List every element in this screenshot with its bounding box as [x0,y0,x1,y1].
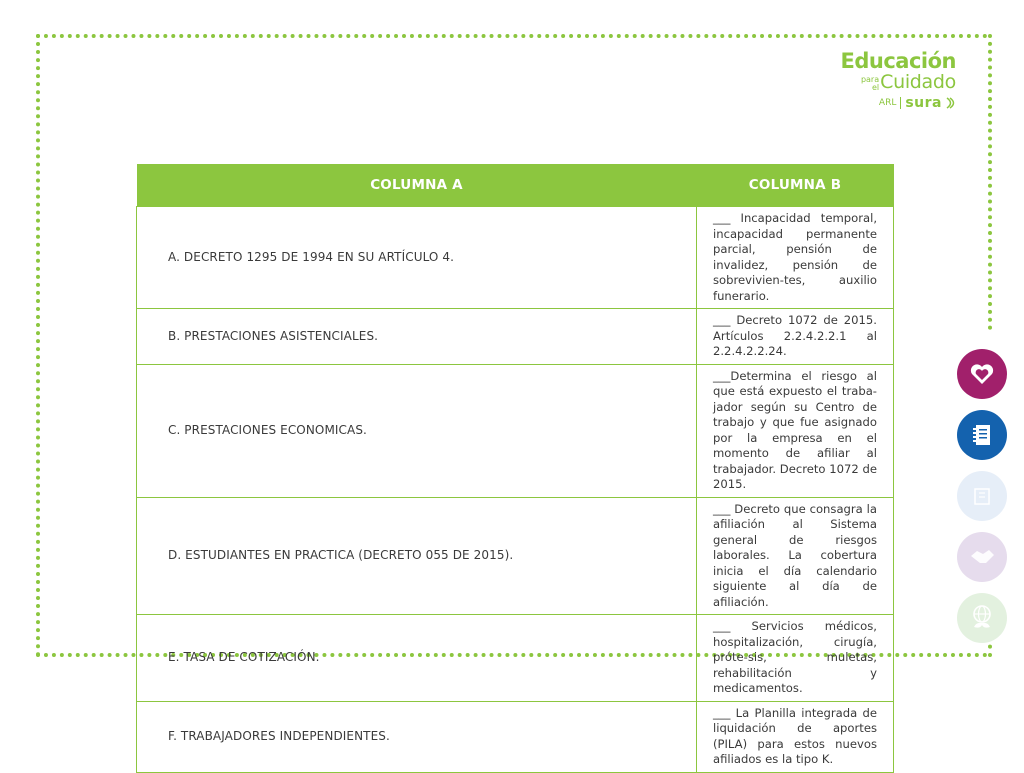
table-row [137,309,894,365]
educacion-para-el-cuidado-logo [816,50,956,111]
matching-table [136,164,894,773]
column-b-cell: ___ Servicios médicos, hospitalización, cirugía, próte-sis, muletas, rehabilitación y medicamentos. [697,615,894,702]
table-row [137,615,894,702]
globe-plant-icon [968,603,996,633]
globe-plant-nav-button[interactable] [957,593,1007,643]
book-nav-button[interactable] [957,471,1007,521]
column-a-cell: E. TASA DE COTIZACIÓN. [137,615,697,702]
logo-cuidado: Cuidado [880,71,956,93]
column-b-cell: ___Determina el riesgo al que está expuesto el traba-jador según su Centro de trabajo y que fue asignado por la empresa en el momento de afiliar al trabajador. Decreto 1072 de 2015. [697,364,894,497]
logo-sura: sura [905,95,942,111]
heart-icon [969,362,995,386]
column-b-cell: ___ Decreto 1072 de 2015. Artículos 2.2.4.2.2.1 al 2.2.4.2.2.24. [697,309,894,365]
table-row [137,497,894,615]
column-b-header: COLUMNA B [697,164,894,207]
notebook-icon [971,423,993,447]
column-a-cell: B. PRESTACIONES ASISTENCIALES. [137,309,697,365]
logo-arl-sura [816,95,956,111]
notebook-nav-button[interactable] [957,410,1007,460]
heart-nav-button[interactable] [957,349,1007,399]
column-a-cell: F. TRABAJADORES INDEPENDIENTES. [137,701,697,772]
table-row [137,364,894,497]
handshake-icon [968,546,996,568]
handshake-nav-button[interactable] [957,532,1007,582]
book-icon [971,485,993,507]
column-b-cell: ___ Incapacidad temporal, incapacidad permanente parcial, pensión de invalidez, pensión de sobrevivien-tes, auxilio funerario. [697,207,894,309]
column-a-cell: A. DECRETO 1295 DE 1994 EN SU ARTÍCULO 4. [137,207,697,309]
logo-arl: ARL [878,98,897,108]
table-row [137,701,894,772]
logo-title: Educación [840,49,956,73]
column-b-cell: ___ La Planilla integrada de liquidación de aportes (PILA) para estos nuevos afiliados es la tipo K. [697,701,894,772]
column-a-cell: C. PRESTACIONES ECONOMICAS. [137,364,697,497]
column-a-cell: D. ESTUDIANTES EN PRACTICA (DECRETO 055 DE 2015). [137,497,697,615]
column-b-cell: ___ Decreto que consagra la afiliación al Sistema general de riesgos laborales. La cobertura inicia el día calendario siguiente al día de afiliación. [697,497,894,615]
dotted-frame-right-top [984,34,992,330]
logo-para-el: para el [860,75,880,92]
sura-wave-icon [946,97,956,109]
table-row [137,207,894,309]
logo-separator [900,97,901,109]
column-a-header: COLUMNA A [137,164,697,207]
